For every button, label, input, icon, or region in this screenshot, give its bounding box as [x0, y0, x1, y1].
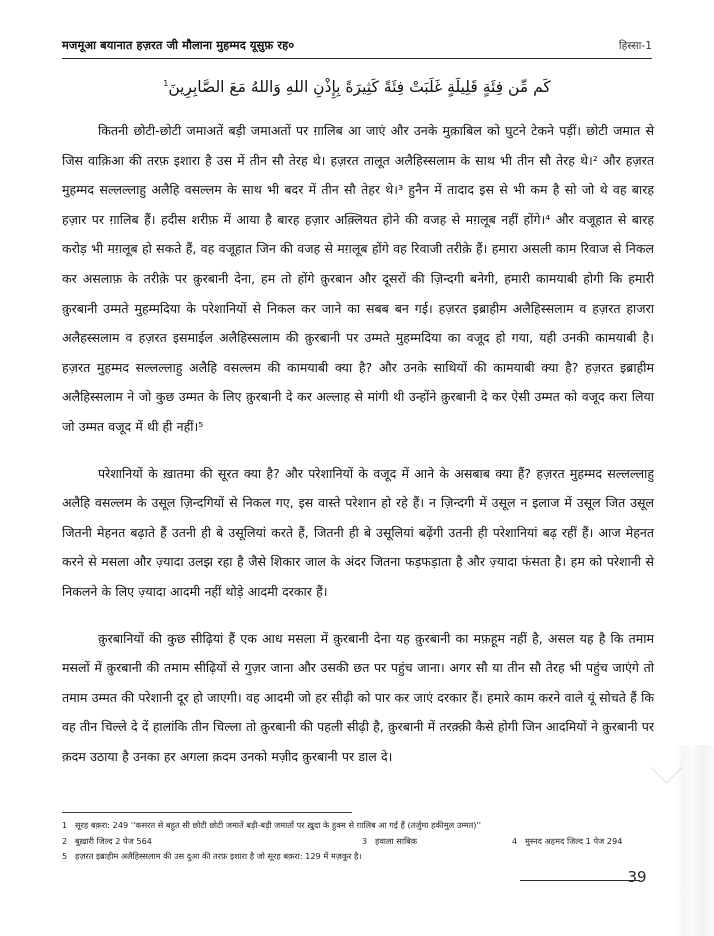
quran-verse: [62, 76, 652, 99]
footnote-item-4: [512, 834, 654, 850]
paragraph-2: परेशानियों के ख़ातमा की सूरत क्या है? और परेशानियों के वजूद में आने के असबाब क्या हैं? हज़रत मुहम्मद सल्लल्लाहु अलैहि वसल्लम के उसूल ज़िन्दगियों से निकल गए, इस वास्ते परेशान हो रहे हैं। न ज़िन्दगी में उसूल न इलाज में उसूल जित उसूल जितनी मेहनत बढ़ाते हैं उतनी ही बे उसूलियां करते हैं, जितनी ही बे उसूलियां बढ़ेंगी उतनी ही परेशानियां बढ़ रहीं हैं। आज मेहनत करने से मसला और ज़्यादा उलझ रहा है जैसे शिकार जाल के अंदर जितना फड़फड़ाता है और ज़्यादा फंसता है। हम को परेशानी से निकलने के लिए ज़्यादा आदमी नहीं थोड़े आदमी दरकार हैं।: [62, 465, 654, 599]
footnote-number: 4: [512, 836, 518, 846]
header-part-label: हिस्सा-1: [618, 40, 652, 52]
footnote-text: मुस्नद अहमद जिल्द 1 पेज 294: [525, 835, 623, 846]
footnote-divider-rule: [62, 812, 352, 813]
footnote-item-1: [62, 818, 654, 834]
footnote-item-5: [62, 849, 654, 865]
footnote-item-2: [62, 834, 362, 850]
footnote-text: हज़रत इब्राहीम अलैहिस्सलाम की उस दुआ की तरफ़ इशारा है जो सूरह बक़रा: 129 में मज़कूर है।: [75, 851, 362, 861]
footnote-text: बुख़ारी जिल्द 2 पेज 564: [75, 835, 153, 846]
body-text: [62, 116, 654, 771]
footnote-text: सूरह बक़रा: 249 ''कसरत से बहुत सी छोटी छोटी जमातें बड़ी-बड़ी जमातों पर ख़ुदा के हुक्म से ग़ालिब आ गई हैं (तर्जुमा हकीमुल उम्मत)'': [75, 820, 482, 830]
running-header: [62, 38, 652, 53]
footnote-text: हवाला साबिक़: [375, 835, 418, 846]
footnote-row: [62, 818, 654, 834]
page-fold-artifact: [650, 751, 683, 784]
paragraph-3: क़ुरबानियों की कुछ सीढ़ियां हैं एक आध मसला में क़ुरबानी देना यह क़ुरबानी का मफ़हूम नहीं है, असल यह है कि तमाम मसलों में क़ुरबानी की तमाम सीढ़ियों से गुज़र जाना और उसकी छत पर पहुंच जाना। अगर सौ या तीन सौ तेरह भी पहुंच जाएंगे तो तमाम उम्मत की परेशानी दूर हो जाएगी। वह आदमी जो हर सीढ़ी को पार कर जाएं दरकार हैं। हमारे काम करने वाले यूं सोचते हैं कि वह तीन चिल्ले दे दें हालांकि तीन चिल्ला तो क़ुरबानी की पहली सीढ़ी है, क़ुरबानी में तरक़्क़ी कैसे होगी जिन आदमियों ने क़ुरबानी पर क़दम उठाया है उनका हर अगला क़दम उनको मज़ीद क़ुरबानी पर डाल दे।: [62, 630, 654, 764]
footnote-list: [62, 818, 654, 865]
scan-shadow-artifact: [674, 745, 714, 936]
paragraph-1: कितनी छोटी-छोटी जमाअतें बड़ी जमाअतों पर ग़ालिब आ जाएं और उनके मुक़ाबिल को घुटने टेकने पड़ीं। छोटी जमात से जिस वाक़िआ की तरफ़ इशारा है उस में तीन सौ तेरह थे। हज़रत तालूत अलैहिस्सलाम के साथ भी तीन सौ तेरह थे।² और हज़रत मुहम्मद सल्लल्लाहु अलैहि वसल्लम के साथ भी बदर में तीन सौ तेहर थे।³ हुनैन में तादाद इस से भी कम है सो जो थे वह बारह हज़ार पर ग़ालिब हैं। हदीस शरीफ़ में आया है बारह हज़ार अक़्लियत होने की वजह से मग़लूब नहीं होंगे।⁴ और वजूहात से बारह करोड़ भी मग़लूब हो सकते हैं, वह वजूहात जिन की वजह से मग़लूब होंगे वह रिवाजी तरीक़े हैं। हमारा असली काम रिवाज से निकल कर असलाफ़ के तरीक़े पर क़ुरबानी देना, हम तो होंगे क़ुरबान और दूसरों की ज़िन्दगी बनेगी, हमारी कामयाबी होगी कि हमारी क़ुरबानी उम्मते मुहम्मदिया के परेशानियों से निकल कर जाने का सबब बन गई। हज़रत इब्राहीम अलैहिस्सलाम व हज़रत हाजरा अलैहस्सलाम व हज़रत इसमाईल अलैहिस्सलाम की क़ुरबानी पर उम्मते मुहम्मदिया का वजूद हो गया, यही उनकी कामयाबी है। हज़रत मुहम्मद सल्लल्लाहु अलैहि वसल्लम की कामयाबी क्या है? और उनके साथियों की कामयाबी क्या है? हज़रत इब्राहीम अलैहिस्सलाम ने जो कुछ उम्मत के लिए क़ुरबानी दे कर अल्लाह से मांगी थी उन्होंने क़ुरबानी दे कर ऐसी उम्मत को वजूद करा लिया जो उम्मत वजूद में थी ही नहीं।⁵: [62, 123, 654, 434]
footnote-number: 2: [62, 836, 68, 846]
page-number: 39: [627, 868, 647, 886]
header-book-title: मजमूआ बयानात हज़रत जी मौलाना मुहम्मद यूसुफ़ रह०: [62, 38, 295, 52]
footnote-row: [62, 834, 654, 850]
quran-verse-footnote-marker: 1: [163, 78, 169, 88]
quran-verse-arabic: كَم مِّن فِئَةٍ قَلِيلَةٍ غَلَبَتْ فِئَةً كَثِيرَةً بِإِذْنِ اللهِ وَاللهُ مَعَ الصَّابِرِينَ: [168, 78, 551, 96]
header-divider-rule: [62, 58, 652, 59]
footnote-item-3: [362, 834, 512, 850]
footnote-number: 5: [62, 852, 68, 861]
footnote-number: 1: [62, 821, 68, 830]
footnote-row: [62, 849, 654, 865]
footnote-number: 3: [362, 836, 368, 846]
